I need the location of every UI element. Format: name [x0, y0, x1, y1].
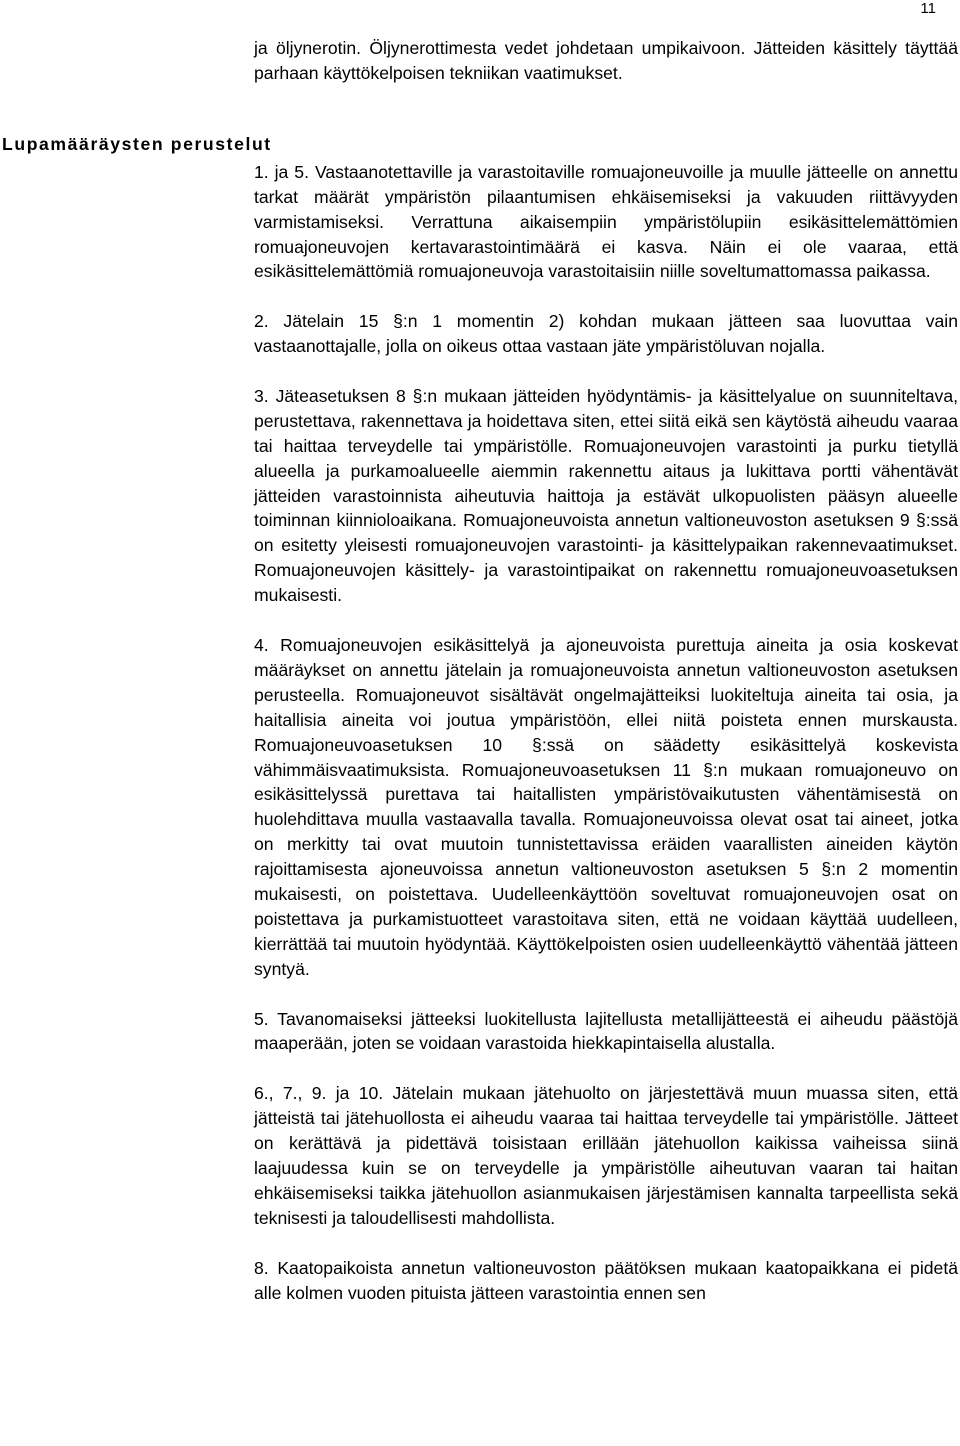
- paragraph-2: 2. Jätelain 15 §:n 1 momentin 2) kohdan mukaan jätteen saa luovuttaa vain vastaanottajalle, jolla on oikeus ottaa vastaan jäte ympäristöluvan nojalla.: [254, 311, 958, 357]
- paragraph-5: 5. Tavanomaiseksi jätteeksi luokitellusta lajitellusta metallijätteestä ei aiheudu päästöjä maaperään, joten se voidaan varastoida hiekkapintaisella alustalla.: [254, 1008, 958, 1054]
- intro-paragraph: ja öljynerotin. Öljynerottimesta vedet johdetaan umpikaivoon. Jätteiden käsittely täyttää parhaan käyttökelpoisen tekniikan vaatimukset.: [254, 38, 958, 83]
- paragraph-8: 8. Kaatopaikoista annetun valtioneuvoston päätöksen mukaan kaatopaikkana ei pidetä alle kolmen vuoden pituista jätteen varastointia ennen sen: [254, 1257, 958, 1303]
- page-number: 11: [920, 0, 936, 17]
- paragraph-4: 4. Romuajoneuvojen esikäsittelyä ja ajoneuvoista purettuja aineita ja osia koskevat määräykset on annettu jätelain ja romuajoneuvoista annetun valtioneuvoston asetuksen perusteella. Romuajoneuvot sisältävät ongelmajätteiksi luokiteltuja aineita tai osia, ja haitallisia aineita voi joutua ympäristöön, ellei niitä poisteta ennen murskausta. Romuajoneuvoasetuksen 10 §:ssä on säädetty esikäsittelyä koskevista vähimmäisvaatimuksista. Romuajoneuvoasetuksen 11 §:n mukaan romuajoneuvo on esikäsittelyssä purettava tai haitallisten ympäristövaikutusten vähentämisestä on huolehdittava muulla vastaavalla tavalla. Romuajoneuvoissa olevat osat tai aineet, jotka on merkitty tai ovat muutoin tunnistettavissa eräiden vaarallisten aineiden käytön rajoittamisesta ajoneuvoissa annetun valtioneuvoston asetuksen 5 §:n 2 momentin mukaisesti, on poistettava. Uudelleenkäyttöön soveltuvat romuajoneuvojen osat on poistettava ja purkamistuotteet varastoitava siten, että ne voidaan käyttää uudelleen, kierrättää tai muutoin hyödyntää. Käyttökelpoisten osien uudelleenkäyttö vähentää jätteen syntyä.: [254, 634, 958, 979]
- heading-spacer: [254, 86, 958, 160]
- document-body: [254, 36, 958, 1305]
- paragraph-3: 3. Jäteasetuksen 8 §:n mukaan jätteiden hyödyntämis- ja käsittelyalue on suunniteltava, perustettava, rakennettava ja hoidettava siten, ettei siitä eikä sen käytöstä aiheudu vaaraa tai haittaa terveydelle tai ympäristölle. Romuajoneuvojen varastointi ja purku tietyllä alueella ja purkamoalueelle aiemmin rakennettu aitaus ja lukittava portti vähentävät jätteiden varastoinnista aiheutuvia haittoja ja estävät ulkopuolisten pääsyn alueelle toiminnan kiinnioloaikana. Romuajoneuvoista annetun valtioneuvoston asetuksen 9 §:ssä on esitetty yleisesti romuajoneuvojen varastointi- ja käsittelypaikan rakennevaatimukset. Romuajoneuvojen käsittely- ja varastointipaikat on rakennettu romuajoneuvoasetuksen mukaisesti.: [254, 385, 958, 606]
- paragraph-6-7-9-10: 6., 7., 9. ja 10. Jätelain mukaan jätehuolto on järjestettävä muun muassa siten, että jätteistä tai jätehuollosta ei aiheudu vaaraa tai haittaa terveydelle tai ympäristölle. Jätteet on kerättävä ja pidettävä toisistaan erillään jätehuollon kaikissa vaiheissa siinä laajuudessa kuin se on terveydelle ja ympäristölle aiheutuvan vaaran tai haitan ehkäisemiseksi taikka jätehuollon asianmukaisen järjestämisen kannalta tarpeellista sekä teknisesti ja taloudellisesti mahdollista.: [254, 1083, 958, 1228]
- section-heading: Lupamääräysten perustelut: [2, 134, 272, 154]
- paragraph-1-5: 1. ja 5. Vastaanotettaville ja varastoitaville romuajoneuvoille ja muulle jätteelle on annettu tarkat määrät ympäristön pilaantumisen ehkäisemiseksi ja vakuuden riittävyyden varmistamiseksi. Verrattuna aikaisempiin ympäristölupiin esikäsittelemättömien romuajoneuvojen kertavarastointimäärä ei kasva. Näin ei ole vaaraa, että esikäsittelemättömiä romuajoneuvoja varastoitaisiin niille soveltumattomassa paikassa.: [254, 161, 958, 282]
